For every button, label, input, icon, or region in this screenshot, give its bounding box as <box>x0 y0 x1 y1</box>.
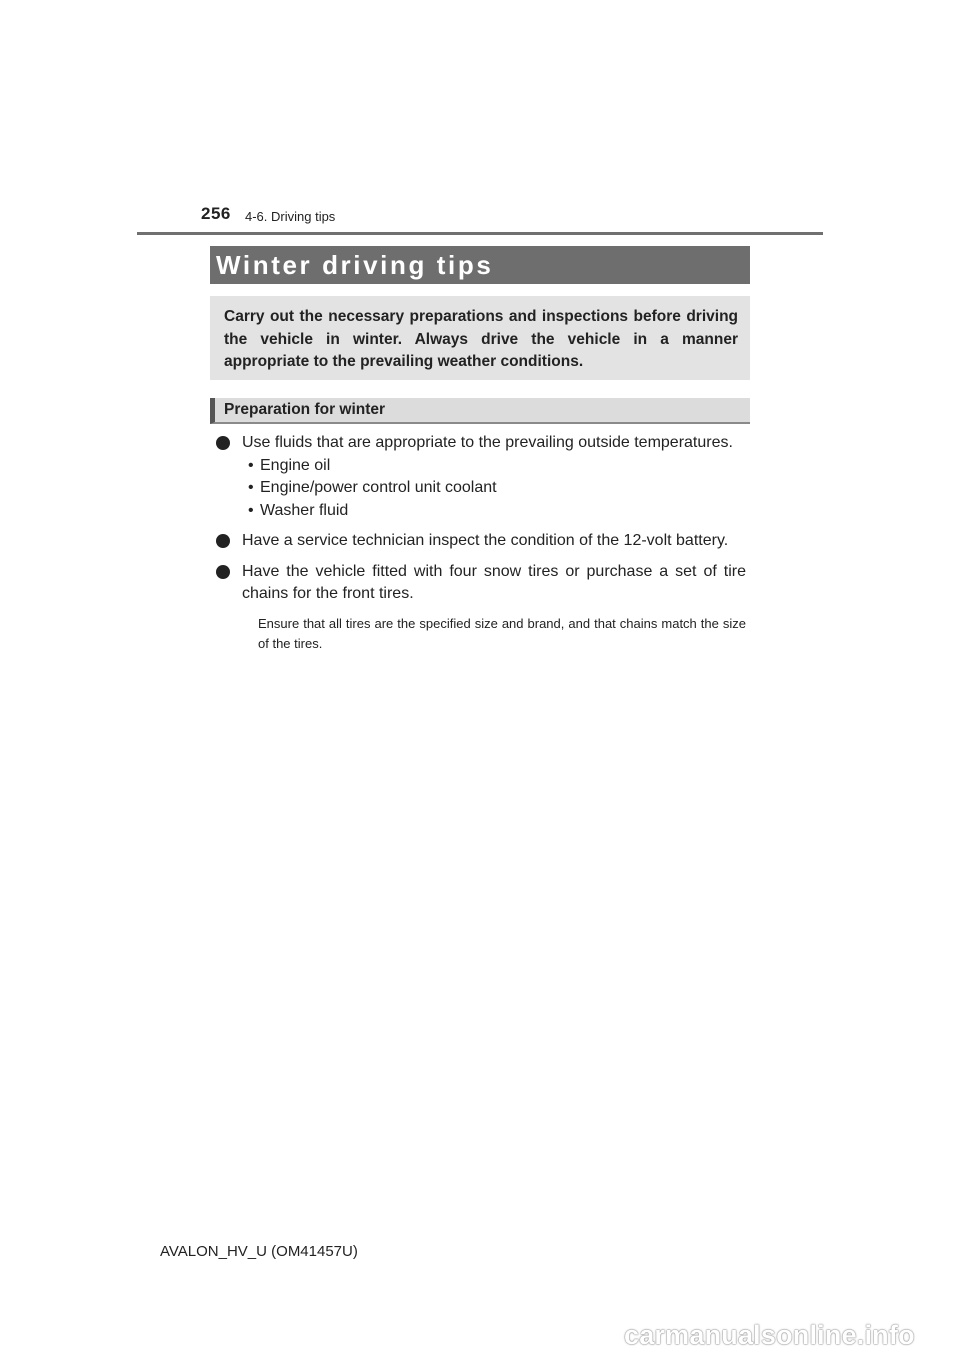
sub-item-text: Engine/power control unit coolant <box>260 479 497 496</box>
subheading: Preparation for winter <box>224 401 386 418</box>
sub-list-item <box>242 455 746 478</box>
subheader-bar <box>210 398 750 424</box>
title-bar <box>210 246 750 284</box>
sub-bullet-icon: • <box>248 479 254 496</box>
bullet-text: Use fluids that are appropriate to the prevailing outside temperatures. <box>242 434 733 451</box>
list-item <box>216 432 746 522</box>
sub-item-text: Washer fluid <box>260 501 349 519</box>
sub-list-item <box>242 500 746 523</box>
bullet-dot-icon <box>216 436 230 450</box>
list-item <box>216 561 746 606</box>
footer-code: AVALON_HV_U (OM41457U) <box>160 1243 358 1260</box>
header-rule <box>137 232 823 235</box>
sub-item-text: Engine oil <box>260 456 331 474</box>
bullet-dot-icon <box>216 565 230 579</box>
sub-list <box>242 455 746 523</box>
page-title: Winter driving tips <box>216 250 494 280</box>
bullet-dot-icon <box>216 534 230 548</box>
content <box>216 432 746 654</box>
bullet-text: Have a service technician inspect the condition of the 12-volt battery. <box>242 532 729 549</box>
sub-bullet-icon: • <box>248 456 254 474</box>
page-number: 256 <box>201 204 231 223</box>
note-text: Ensure that all tires are the specified size and brand, and that chains match the size of the tires. <box>258 615 746 651</box>
intro-box <box>210 296 750 380</box>
section-label: 4-6. Driving tips <box>245 209 336 224</box>
sub-list-item <box>242 477 746 500</box>
intro-text: Carry out the necessary preparations and inspections before driving the vehicle in winter. Always drive the vehicle in a manner appropriate to the prevailing weather conditions. <box>224 308 738 370</box>
list-item <box>216 530 746 553</box>
sub-bullet-icon: • <box>248 501 254 519</box>
bullet-text: Have the vehicle fitted with four snow tires or purchase a set of tire chains for the front tires. <box>242 562 746 602</box>
watermark-logo: carmanualsonline.info <box>624 1320 915 1350</box>
